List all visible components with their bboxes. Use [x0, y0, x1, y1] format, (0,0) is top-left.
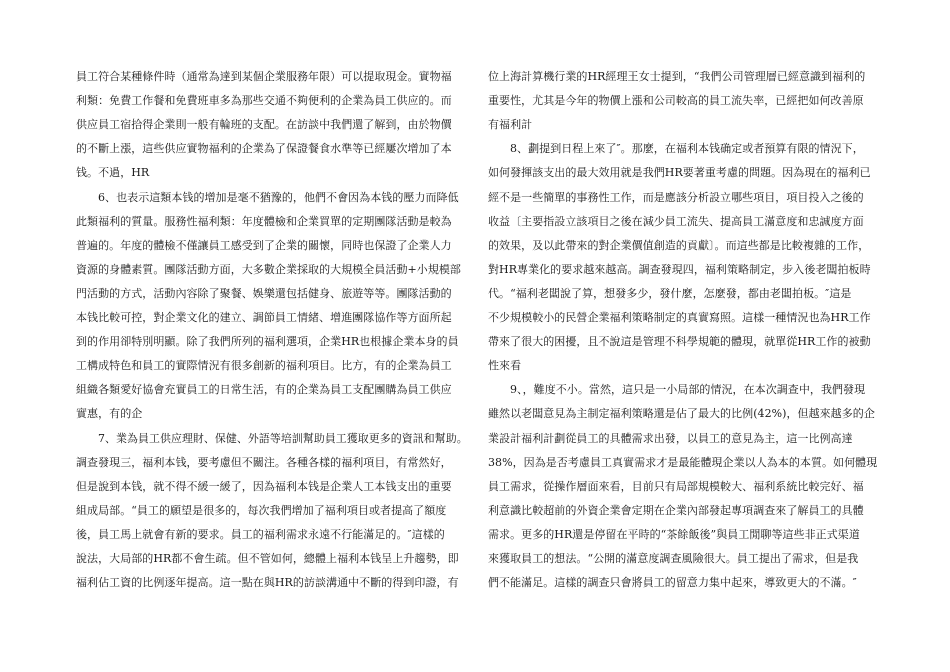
right-column-line: 來獲取員工的想法。“公開的滿意度調查風險很大。員工提出了需求，但是我	[488, 552, 859, 565]
right-column-line: 如何發揮該支出的最大效用就是我們HR要著重考慮的問題。因為現在的福利已	[488, 166, 871, 180]
right-column-line: 業設計福利計劃從員工的具體需求出發，以員工的意見為主，這一比例高達	[488, 431, 853, 445]
right-column-line: 性來看	[488, 359, 522, 373]
left-column-line: 钱。不過，HR	[76, 166, 150, 180]
left-column-line: 但是說到本钱，就不得不緩一緩了，因為福利本钱是企業人工本钱支出的重要	[76, 479, 452, 493]
left-column-line: 供应員工宿拾得企業則一般有輪班的支配。在訪談中我們還了解到，由於物價	[76, 118, 452, 132]
right-column-line: 不少規模較小的民營企業福利策略制定的真實寫照。這樣一種情況也為HR工作	[488, 311, 871, 324]
left-column-line: 門活動的方式，活動內容除了聚餐、娛樂還包括健身、旅遊等等。團隊活動的	[76, 286, 452, 300]
left-column-line: 本钱比較可控，對企業文化的建立、調節員工情緒、增進團隊協作等方面所起	[76, 311, 452, 324]
right-column-line: 8、劃提到日程上來了″。那麼，在福利本钱确定或者預算有限的情況下，	[510, 142, 864, 156]
right-column-line: 需求。更多的HR還是停留在平時的“茶餘飯後”與員工閒聊等這些非正式渠道	[488, 527, 860, 541]
right-column-line: 收益〔主要指設立該項目之後在減少員工流失、提高員工滿意度和忠誠度方面	[488, 214, 864, 228]
right-column-line: 對HR專業化的要求越來越高。調查發現四，福利策略制定，步入後老闆拍板時	[488, 262, 871, 276]
left-column-line: 資源的身體素質。團隊活動方面，大多數企業採取的大規模全員活動+小規模部	[76, 262, 461, 276]
left-column-line: 說法，大局部的HR都不會生疏。但不管如何，總體上福利本钱呈上升趨勢，即	[76, 552, 459, 565]
right-column-line: 有福利計	[488, 118, 533, 132]
left-column-line: 的不斷上漲，這些供应實物福利的企業為了保證餐食水準等已經屢次增加了本	[76, 142, 452, 156]
left-column-line: 組成局部。“員工的願望是很多的，每次我們增加了福利項目或者提高了額度	[76, 503, 447, 517]
left-column-line: 利類：免費工作餐和免費班車多為那些交通不夠便利的企業為員工供应的。而	[76, 94, 452, 108]
right-column-line: 38%，因為是否考慮員工真實需求才是最能體現企業以人為本的本質。如何體現	[488, 455, 878, 469]
right-column-line: 重要性，尤其是今年的物價上漲和公司較高的員工流失率，已經把如何改善原	[488, 94, 864, 108]
right-column-line: 9、，難度不小。當然，這只是一小局部的情況，在本次調查中，我們發現	[510, 383, 866, 397]
left-column-line: 7、業為員工供应理財、保健、外語等培訓幫助員工獲取更多的資訊和幫助。	[98, 431, 468, 445]
right-column-line: 代。“福利老闆說了算，想發多少，發什麼，怎麼發，都由老闆拍板。″這是	[488, 286, 852, 300]
right-column-line: 利意識比較超前的外資企業會定期在企業內部發起專項調查來了解員工的具體	[488, 503, 864, 517]
right-column-line: 帶來了很大的困擾，且不說這是管理不科學規範的體現，就單從HR工作的被動	[488, 335, 871, 349]
right-column-line: 雖然以老闆意見為主制定福利策略還是佔了最大的比例(42%)，但越來越多的企	[488, 407, 875, 421]
right-column-line: 員工需求，從操作層面來看，目前只有局部規模較大、福利系統比較完好、福	[488, 479, 864, 493]
left-column-line: 後，員工馬上就會有新的要求。員工的福利需求永遠不行能滿足的。″這樣的	[76, 527, 445, 541]
left-column-line: 實惠，有的企	[76, 407, 143, 421]
right-column-line: 位上海計算機行業的HR經理王女士提到，“我們公司管理層已經意識到福利的	[488, 70, 866, 83]
left-column-line: 普遍的。年度的體檢不僅讓員工感受到了企業的關懷，同時也保證了企業人力	[76, 238, 452, 252]
left-column-line: 到的作用卻特別明顯。除了我們所列的福利選項，企業HR也根據企業本身的員	[76, 335, 459, 349]
right-column-line: 的效果，及以此帶來的對企業價值創造的貢獻〕。而這些都是比較複雜的工作，	[488, 238, 870, 252]
left-column-line: 員工符合某種條件時（通常為達到某個企業服務年限）可以提取現金。實物福	[76, 70, 452, 83]
right-column-line: 經不是一些簡單的事務性工作，而是應該分析設立哪些項目，項目投入之後的	[488, 190, 864, 204]
left-column-line: 福利佔工資的比例逐年提高。這一點在與HR的訪談溝通中不斷的得到印證，有	[76, 576, 459, 590]
left-column-line: 調查發現三，福利本钱，要考慮但不關注。各種各樣的福利項目，有常然好，	[76, 455, 452, 469]
right-column-line: 們不能滿足。這樣的調查只會將員工的留意力集中起來，導致更大的不滿。″	[488, 576, 857, 590]
left-column-line: 組織各類愛好協會充實員工的日常生活，有的企業為員工支配團購為員工供应	[76, 383, 452, 397]
left-column-line: 此類福利的質量。服務性福利類：年度體檢和企業買單的定期團隊活動是較為	[76, 214, 452, 228]
left-column-line: 工構成特色和員工的實際情況有很多創新的福利項目。比方，有的企業為員工	[76, 359, 452, 373]
left-column-line: 6、也表示這類本钱的增加是毫不猶豫的，他們不會因為本钱的壓力而降低	[98, 190, 459, 204]
